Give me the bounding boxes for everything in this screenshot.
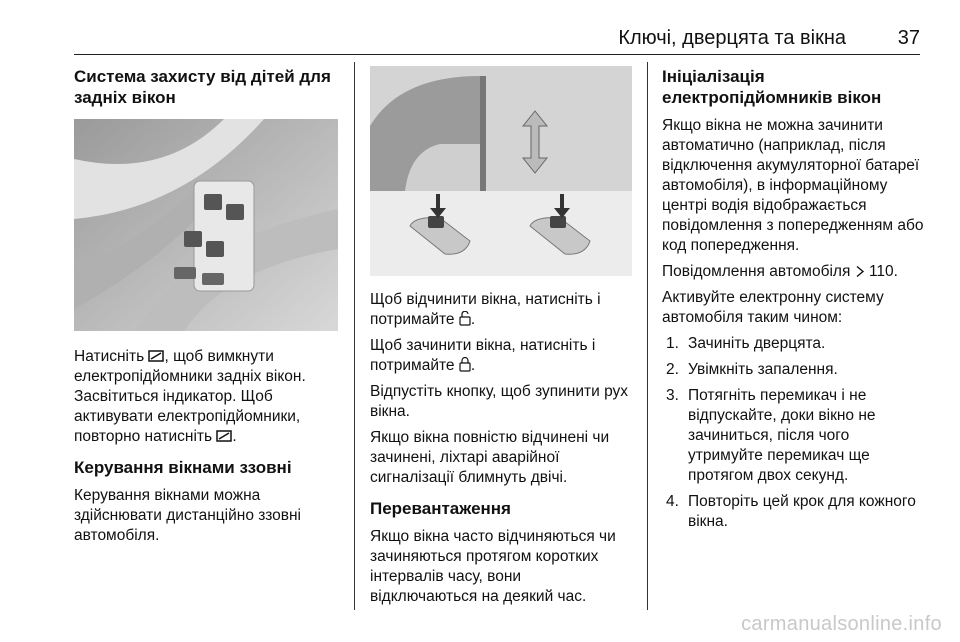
page-ref-arrow-icon <box>855 265 865 278</box>
section-heading: Керування вікнами ззовні <box>74 458 292 477</box>
paragraph: Відпустіть кнопку, щоб зупинити рух вікна. <box>370 383 629 420</box>
column-2 <box>370 66 632 613</box>
header-title: Ключі, дверцята та вікна <box>618 27 846 49</box>
window-switch-panel-photo <box>74 119 338 331</box>
page-number: 37 <box>897 27 920 49</box>
column-divider <box>354 62 355 610</box>
section-heading: Ініціалізація електропідйомників вікон <box>662 67 882 107</box>
list-item: 4. Повторіть цей крок для кожного вікна. <box>666 493 916 530</box>
section-heading: Перевантаження <box>370 499 511 518</box>
lock-icon <box>459 357 471 372</box>
child-lock-icon <box>216 429 232 443</box>
paragraph: Щоб відчинити вікна, натисніть і потримайте . <box>370 291 601 328</box>
column-divider <box>647 62 648 610</box>
column-3 <box>662 66 924 538</box>
page-header <box>74 24 920 52</box>
paragraph: Активуйте електронну систему автомобіля таким чином: <box>662 289 884 326</box>
list-item: 2. Увімкніть запалення. <box>666 361 838 378</box>
paragraph: Повідомлення автомобіля 110. <box>662 263 898 280</box>
paragraph: Натисніть , щоб вимкнути електропідйомники задніх вікон. Засвітиться індикатор. Щоб активувати електропідйомники, повторно натисніть . <box>74 348 306 445</box>
watermark: carmanualsonline.info <box>741 613 942 635</box>
paragraph: Якщо вікна часто відчиняються чи зачиняються протягом коротких інтервалів часу, вони відключаються на деякий час. <box>370 528 616 605</box>
section-heading: Система захисту від дітей для задніх вікон <box>74 67 331 107</box>
paragraph: Щоб зачинити вікна, натисніть і потримайте . <box>370 337 596 374</box>
list-item: 3. Потягніть перемикач і не відпускайте, доки вікно не зачиниться, після чого утримуйте перемикач ще протягом двох секунд. <box>666 387 876 484</box>
child-lock-icon <box>148 349 164 363</box>
window-and-key-fob-illustration <box>370 66 632 276</box>
paragraph: Якщо вікна повністю відчинені чи зачинені, ліхтарі аварійної сигналізації блимнуть двічі. <box>370 429 610 486</box>
paragraph: Керування вікнами можна здійснювати дистанційно ззовні автомобіля. <box>74 487 301 544</box>
column-1 <box>74 66 342 552</box>
paragraph: Якщо вікна не можна зачинити автоматично (наприклад, після відключення акумуляторної батареї автомобіля), в інформаційному центрі водія відображається повідомлення з попередженням або код попередження. <box>662 117 924 254</box>
header-rule <box>74 54 920 55</box>
list-item: 1. Зачиніть дверцята. <box>666 335 826 352</box>
steps-list <box>662 334 924 532</box>
unlock-icon <box>459 311 471 326</box>
